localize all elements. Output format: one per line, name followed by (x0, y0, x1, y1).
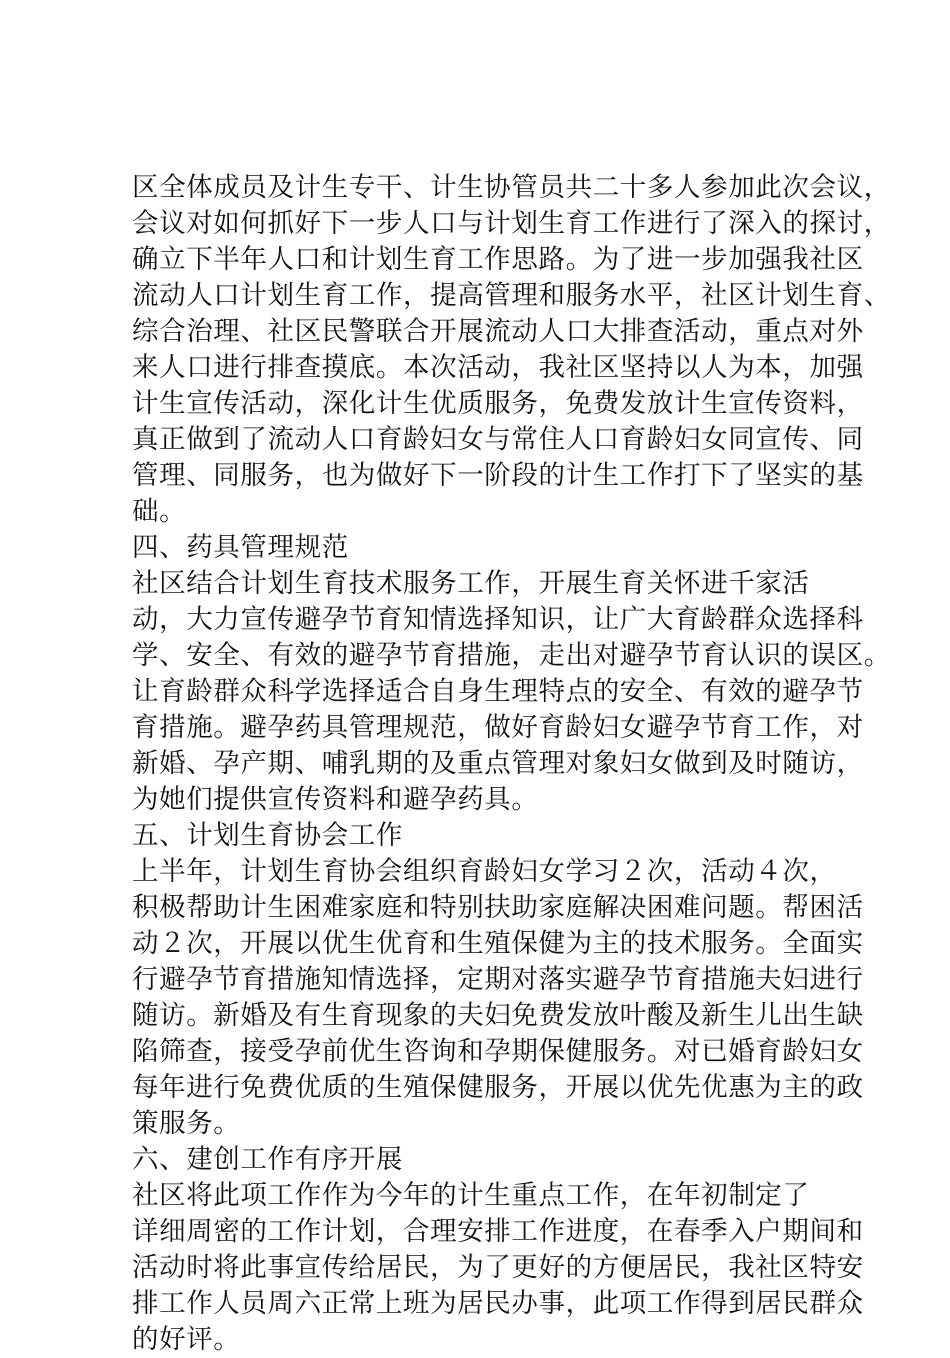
body-line: 动，大力宣传避孕节育知情选择知识，让广大育龄群众选择科 (132, 604, 864, 635)
body-line: 真正做到了流动人口育龄妇女与常住人口育龄妇女同宣传、同 (132, 424, 864, 455)
body-line: 综合治理、社区民警联合开展流动人口大排查活动，重点对外 (132, 316, 864, 347)
body-line: 区全体成员及计生专干、计生协管员共二十多人参加此次会议， (132, 172, 891, 203)
body-line: 确立下半年人口和计划生育工作思路。为了进一步加强我社区 (132, 244, 864, 275)
body-line: 排工作人员周六正常上班为居民办事，此项工作得到居民群众 (132, 1288, 864, 1319)
body-line: 让育龄群众科学选择适合自身生理特点的安全、有效的避孕节 (132, 676, 864, 707)
body-line: 育措施。避孕药具管理规范，做好育龄妇女避孕节育工作，对 (132, 712, 864, 743)
body-line: 详细周密的工作计划，合理安排工作进度，在春季入户期间和 (132, 1216, 864, 1247)
body-line: 社区结合计划生育技术服务工作，开展生育关怀进千家活 (132, 568, 810, 599)
body-line: 为她们提供宣传资料和避孕药具。 (132, 784, 539, 815)
body-line: 行避孕节育措施知情选择，定期对落实避孕节育措施夫妇进行 (132, 964, 864, 995)
body-line: 每年进行免费优质的生殖保健服务，开展以优先优惠为主的政 (132, 1072, 864, 1103)
body-line: 计生宣传活动，深化计生优质服务，免费发放计生宣传资料， (132, 388, 864, 419)
section-heading: 四、药具管理规范 (132, 532, 349, 563)
section-heading: 五、计划生育协会工作 (132, 820, 403, 851)
body-line: 随访。新婚及有生育现象的夫妇免费发放叶酸及新生儿出生缺 (132, 1000, 864, 1031)
body-line: 策服务。 (132, 1108, 241, 1139)
section-heading: 六、建创工作有序开展 (132, 1144, 403, 1175)
body-line: 管理、同服务，也为做好下一阶段的计生工作打下了坚实的基 (132, 460, 864, 491)
body-line: 会议对如何抓好下一步人口与计划生育工作进行了深入的探讨， (132, 208, 891, 239)
body-line: 流动人口计划生育工作，提高管理和服务水平，社区计划生育、 (132, 280, 891, 311)
body-line: 新婚、孕产期、哺乳期的及重点管理对象妇女做到及时随访， (132, 748, 864, 779)
body-line: 的好评。 (132, 1324, 241, 1355)
body-line: 陷筛查，接受孕前优生咨询和孕期保健服务。对已婚育龄妇女 (132, 1036, 864, 1067)
body-line: 活动时将此事宣传给居民，为了更好的方便居民，我社区特安 (132, 1252, 864, 1283)
body-line: 积极帮助计生困难家庭和特别扶助家庭解决困难问题。帮困活 (132, 892, 864, 923)
body-line: 动２次，开展以优生优育和生殖保健为主的技术服务。全面实 (132, 928, 864, 959)
body-line: 学、安全、有效的避孕节育措施，走出对避孕节育认识的误区。 (132, 640, 891, 671)
body-line: 上半年，计划生育协会组织育龄妇女学习２次，活动４次， (132, 856, 837, 887)
body-line: 础。 (132, 496, 187, 527)
body-line: 来人口进行排查摸底。本次活动，我社区坚持以人为本，加强 (132, 352, 864, 383)
body-line: 社区将此项工作作为今年的计生重点工作，在年初制定了 (132, 1180, 810, 1211)
